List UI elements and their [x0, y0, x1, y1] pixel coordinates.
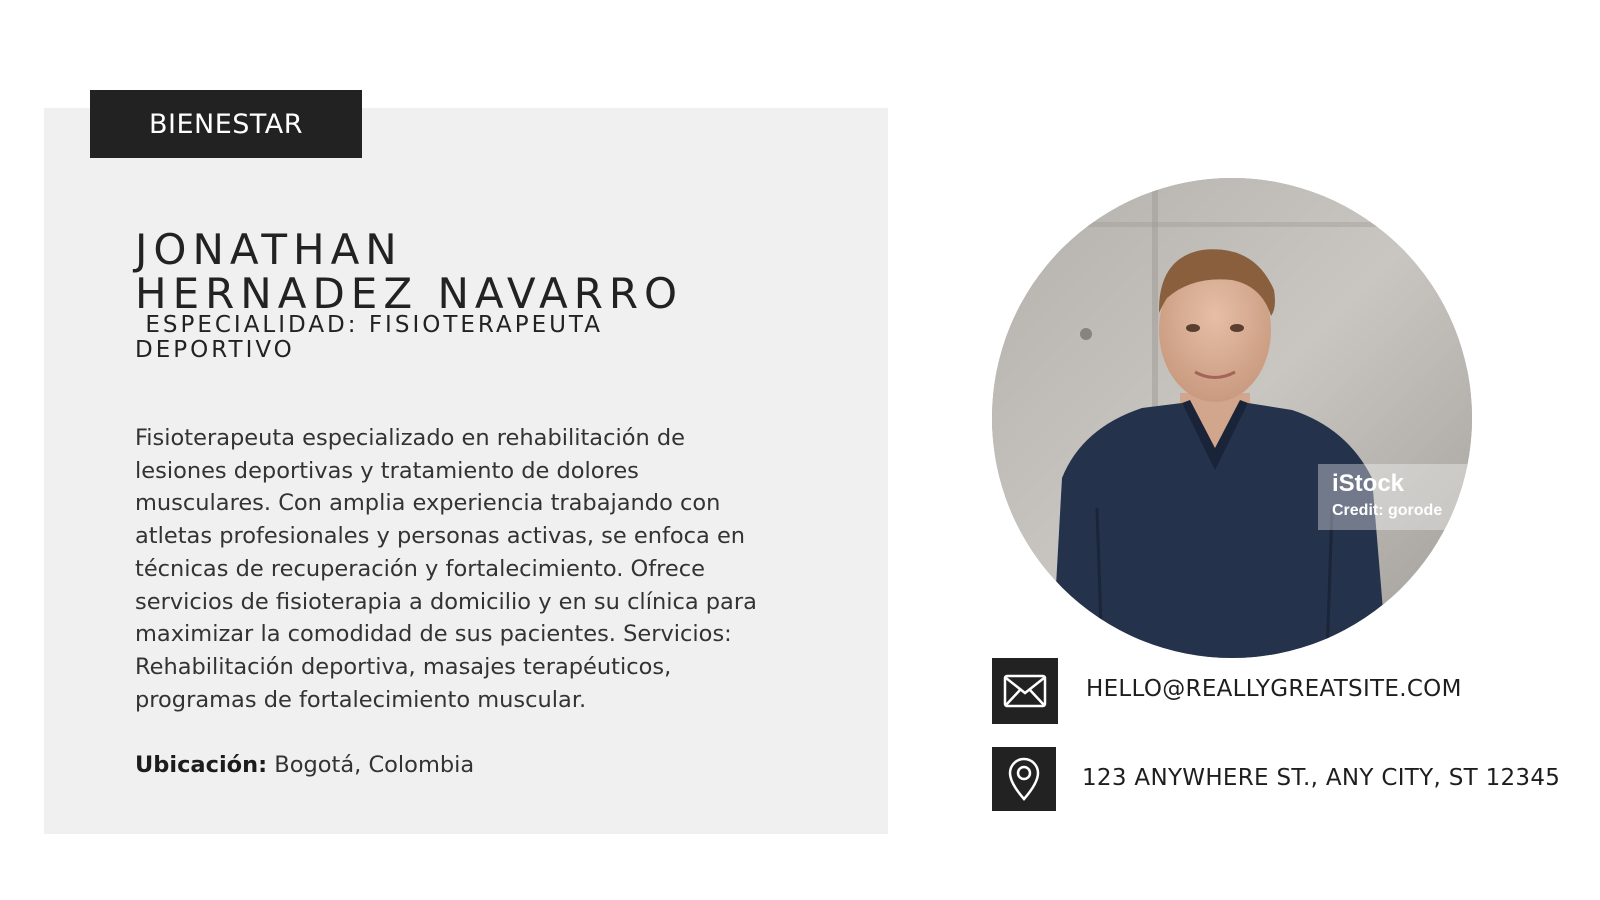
category-tag-label: BIENESTAR: [148, 108, 304, 140]
contact-address: 123 ANYWHERE ST., ANY CITY, ST 12345: [1082, 765, 1561, 791]
profile-bio: Fisioterapeuta especializado en rehabilitación de lesiones deportivas y tratamiento de dolores musculares. Con amplia experiencia trabajando con atletas profesionales y personas activas, se enfoca en técnicas de recuperación y fortalecimiento. Ofrece servicios de fisioterapia a domicilio y en su clínica para maximizar la comodidad de sus pacientes. Servicios: Rehabilitación deportiva, masajes terapéuticos, programas de fortalecimiento muscular.: [135, 425, 757, 713]
profile-name: [135, 225, 684, 318]
contact-email[interactable]: HELLO@REALLYGREATSITE.COM: [1086, 676, 1462, 702]
profile-specialty: ESPECIALIDAD: FISIOTERAPEUTA DEPORTIVO: [135, 312, 614, 363]
envelope-icon: [992, 658, 1058, 724]
location-value: Bogotá, Colombia: [267, 752, 475, 778]
watermark-credit: Credit: gorode: [1332, 502, 1443, 519]
profile-name-line1: JONATHAN: [135, 225, 403, 274]
profile-photo: [992, 178, 1472, 658]
profile-location: [135, 749, 474, 781]
category-tag: [90, 90, 362, 158]
profile-name-line2: HERNADEZ NAVARRO: [135, 269, 684, 318]
watermark-brand: iStock: [1332, 470, 1405, 497]
location-pin-icon: [992, 747, 1056, 811]
location-label: Ubicación:: [135, 752, 268, 778]
